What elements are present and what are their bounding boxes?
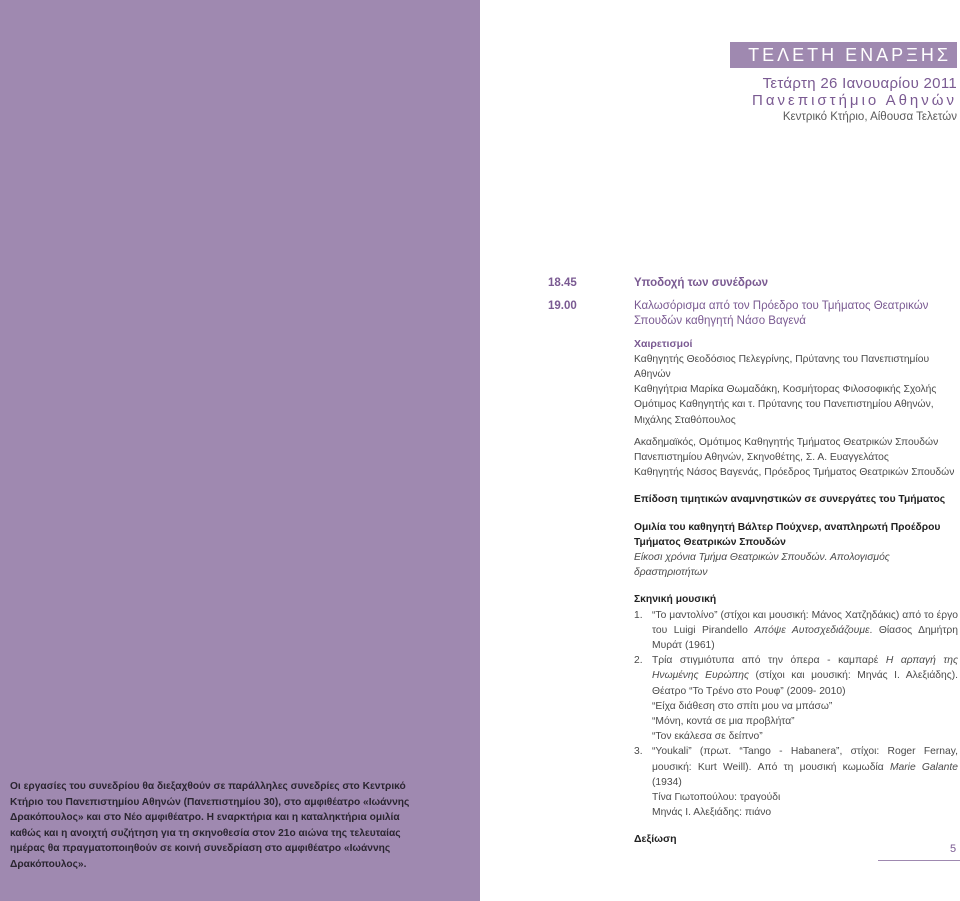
music-item	[634, 608, 958, 654]
music-text: “Το μαντολίνο” (στίχοι και μουσική: Μάνος Χατζηδάκις) από το έργο του Luigi Pirandello	[652, 609, 958, 636]
venue: Κεντρικό Κτήριο, Αίθουσα Τελετών	[782, 111, 957, 123]
time-label: 18.45	[548, 277, 577, 289]
music-text: Τρία στιγμιότυπα από την όπερα - καμπαρέ	[652, 655, 886, 667]
schedule	[548, 276, 958, 848]
music-heading: Σκηνική μουσική	[634, 594, 717, 606]
greeting-item: Καθηγητής Θεοδόσιος Πελεγρίνης, Πρύτανης του Πανεπιστημίου Αθηνών	[634, 353, 930, 380]
awards-heading: Επίδοση τιμητικών αναμνηστικών σε συνεργάτες του Τμήματος	[634, 494, 946, 506]
speech-subtitle: Είκοσι χρόνια Τμήμα Θεατρικών Σπουδών. Απολογισμός δραστηριοτήτων	[634, 551, 890, 579]
header	[627, 42, 957, 125]
comedy-title: Marie Galante	[889, 761, 958, 773]
event-title: Καλωσόρισμα από τον Πρόεδρο του Τμήματος Θεατρικών Σπουδών καθηγητή Νάσο Βαγενά	[634, 299, 929, 327]
music-text: (1934)	[652, 776, 682, 788]
schedule-row	[548, 276, 958, 292]
page-number-rule	[878, 860, 960, 861]
item-number: 3.	[634, 746, 643, 758]
song-title: “Τον εκάλεσα σε δείπνο”	[652, 731, 763, 743]
song-title: “Μόνη, κοντά σε μια προβλήτα”	[652, 715, 795, 727]
greeting-item: Καθηγητής Νάσος Βαγενάς, Πρόεδρος Τμήματος Θεατρικών Σπουδών	[634, 467, 955, 479]
greeting-item: Καθηγήτρια Μαρίκα Θωμαδάκη, Κοσμήτορας Φιλοσοφικής Σχολής	[634, 384, 937, 396]
greeting-item: Ακαδημαϊκός, Ομότιμος Καθηγητής Τμήματος Θεατρικών Σπουδών Πανεπιστημίου Αθηνών, Σκηνοθέτης, Σ. Α. Ευαγγελάτος	[634, 436, 939, 463]
university-name: Πανεπιστήμιο Αθηνών	[752, 92, 957, 109]
item-number: 1.	[634, 609, 643, 621]
right-page	[480, 0, 960, 901]
performer: Τίνα Γιωτοπούλου: τραγούδι	[652, 791, 781, 803]
music-text: . Θίασος Δημήτρη Μυράτ (1961)	[652, 624, 958, 651]
event-date: Τετάρτη 26 Ιανουαρίου 2011	[762, 75, 957, 92]
song-title: “Είχα διάθεση στο σπίτι μου να μπάσω”	[652, 700, 833, 712]
performer: Μηνάς Ι. Αλεξιάδης: πιάνο	[652, 807, 772, 819]
opera-title: Η αρπαγή της Ηνωμένης Ευρώπης	[652, 655, 958, 682]
reception-heading: Δεξίωση	[634, 833, 677, 846]
music-item	[634, 653, 958, 699]
page-number: 5	[950, 843, 957, 855]
music-item	[634, 744, 958, 790]
schedule-row	[548, 299, 958, 848]
greetings-heading: Χαιρετισμοί	[634, 337, 693, 350]
greeting-item: Ομότιμος Καθηγητής και τ. Πρύτανης του Πανεπιστημίου Αθηνών, Μιχάλης Σταθόπουλος	[634, 399, 934, 426]
page-title: ΤΕΛΕΤΗ ΕΝΑΡΞΗΣ	[730, 42, 957, 68]
music-text: “Youkali” (πρωτ. “Tango - Habanera”, στίχοι: Roger Fernay, μουσική: Kurt Weill). Από τη μουσική κωμωδία	[652, 746, 958, 773]
event-title: Υποδοχή των συνέδρων	[634, 277, 769, 289]
speech-heading: Ομιλία του καθηγητή Βάλτερ Πούχνερ, αναπληρωτή Προέδρου Τμήματος Θεατρικών Σπουδών	[634, 521, 941, 548]
conference-note: Οι εργασίες του συνεδρίου θα διεξαχθούν σε παράλληλες συνεδρίες στο Κεντρικό Κτήριο του Πανεπιστημίου Αθηνών (Πανεπιστημίου 30), στο αμφιθέατρο «Ιωάννης Δρακόπουλος» και στο Νέο αμφιθέατρο. Η εναρκτήρια και η καταληκτήρια ομιλία καθώς και η ανοιχτή συζήτηση για τη σκηνοθεσία στον 21ο αιώνα της τελευταίας ημέρας θα πραγματοποιηθούν σε κοινή συνεδρίαση στο αμφιθέατρο «Ιωάννης Δρακόπουλος».	[10, 781, 410, 870]
time-label: 19.00	[548, 299, 577, 312]
item-number: 2.	[634, 655, 643, 667]
music-text: (στίχοι και μουσική: Μηνάς Ι. Αλεξιάδης). Θέατρο “Το Τρένο στο Ρουφ” (2009- 2010)	[652, 670, 958, 697]
play-title: Απόψε Αυτοσχεδιάζουμε	[754, 624, 870, 636]
